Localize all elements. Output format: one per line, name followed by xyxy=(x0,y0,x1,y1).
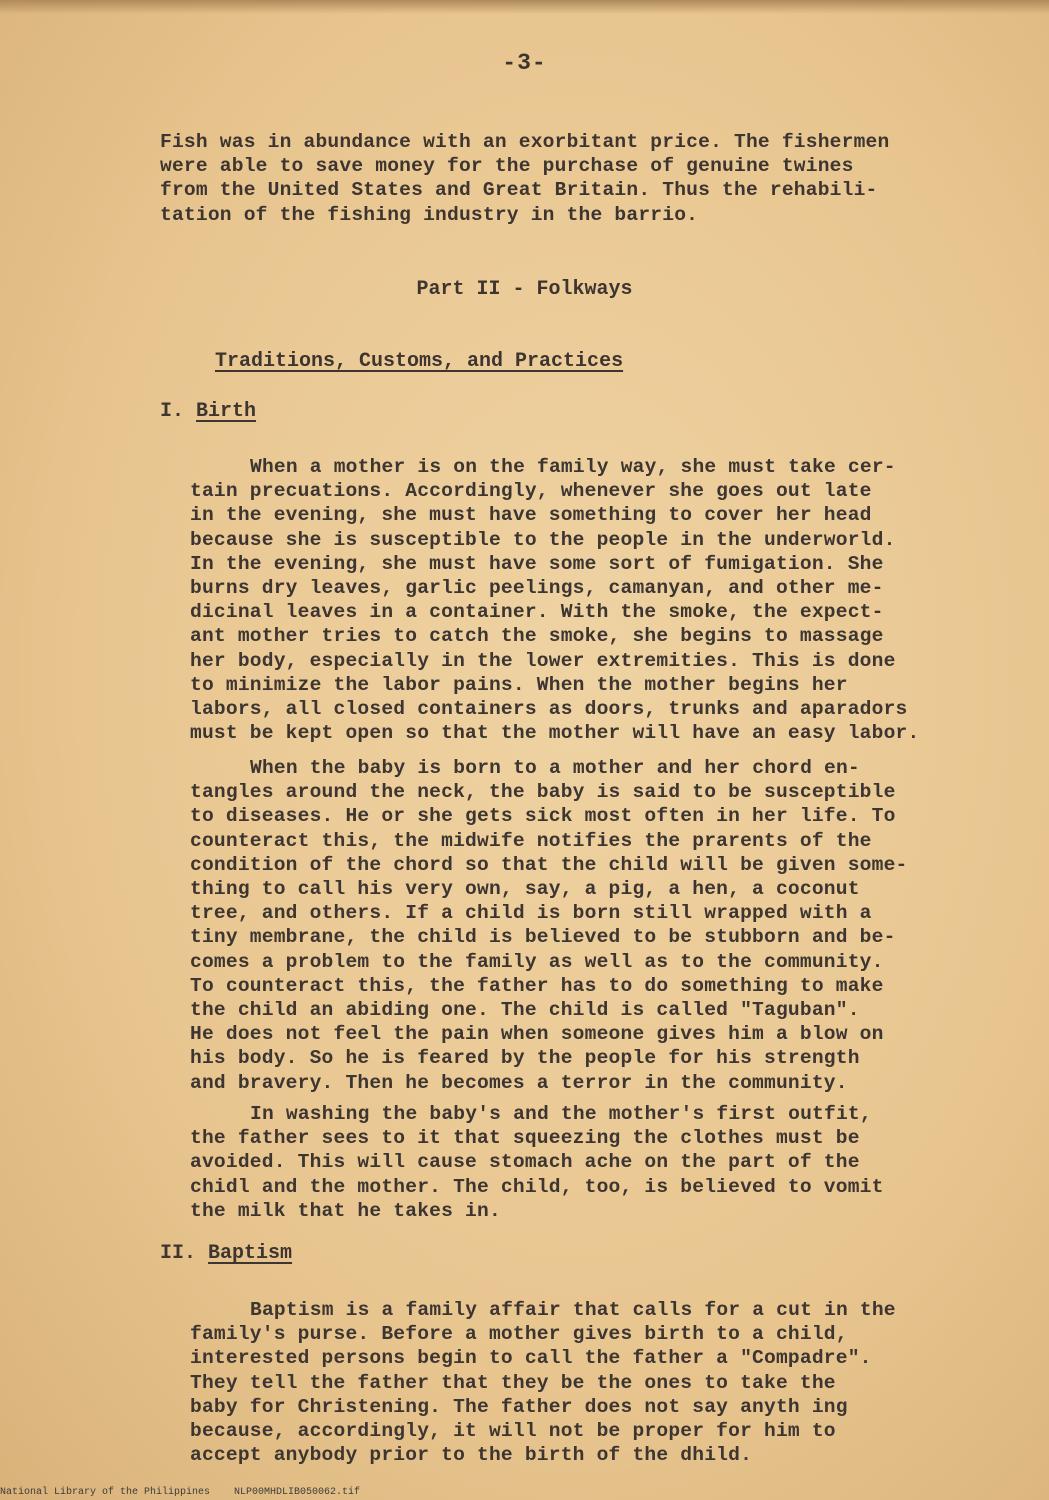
section-heading: Traditions, Customs, and Practices xyxy=(215,350,624,373)
birth-paragraph-2: When the baby is born to a mother and her chord en- tangles around the neck, the baby is said to be susceptible to diseases. He or she gets sick most often in her life. To counteract this, the midwife notifies the prarents of the condition of the chord so that the child will be given some- thing to call his very own, say, a pig, a hen, a coconut tree, and others. If a child is born still wrapped with a tiny membrane, the child is believed to be stubborn and be- comes a problem to the family as well as to the community. To counteract this, the father has to do something to make the child an abiding one. The child is called "Taguban". He does not feel the pain when someone gives him a blow on his body. So he is feared by the people for his strength and bravery. Then he becomes a terror in the community. xyxy=(190,757,908,1094)
page-top-edge xyxy=(0,0,1049,14)
baptism-heading xyxy=(160,1242,292,1265)
baptism-paragraph-1: Baptism is a family affair that calls for a cut in the family's purse. Before a mother gives birth to a child, interested persons begin to call the father a "Compadre". They tell the father that they be the ones to take the baby for Christening. The father does not say anyth ing because, accordingly, it will not be proper for him to accept anybody prior to the birth of the dhild. xyxy=(190,1299,896,1467)
birth-heading xyxy=(160,400,256,423)
birth-title: Birth xyxy=(196,400,257,423)
birth-paragraph-1: When a mother is on the family way, she must take cer- tain precuations. Accordingly, whenever she goes out late in the evening, she must have something to cover her head because she is susceptible to the people in the underworld. In the evening, she must have some sort of fumigation. She burns dry leaves, garlic peelings, camanyan, and other me- dicinal leaves in a container. With the smoke, the expect- ant mother tries to catch the smoke, she begins to massage her body, especially in the lower extremities. This is done to minimize the labor pains. When the mother begins her labors, all closed containers as doors, trunks and aparadors must be kept open so that the mother will have an easy labor. xyxy=(190,456,920,745)
scan-footer: National Library of the Philippines NLP00MHDLIB050062.tif xyxy=(0,1487,361,1498)
birth-paragraph-3: In washing the baby's and the mother's first outfit, the father sees to it that squeezing the clothes must be avoided. This will cause stomach ache on the part of the chidl and the mother. The child, too, is believed to vomit the milk that he takes in. xyxy=(190,1103,884,1222)
baptism-number: II. xyxy=(160,1242,197,1265)
birth-number: I. xyxy=(160,400,185,423)
page-number: -3- xyxy=(502,50,547,76)
baptism-title: Baptism xyxy=(208,1242,293,1265)
part-heading: Part II - Folkways xyxy=(416,278,633,301)
intro-paragraph: Fish was in abundance with an exorbitant price. The fishermen were able to save money for the purchase of genuine twines from the United States and Great Britain. Thus the rehabili- tation of the fishing industry in the barrio. xyxy=(160,131,890,226)
